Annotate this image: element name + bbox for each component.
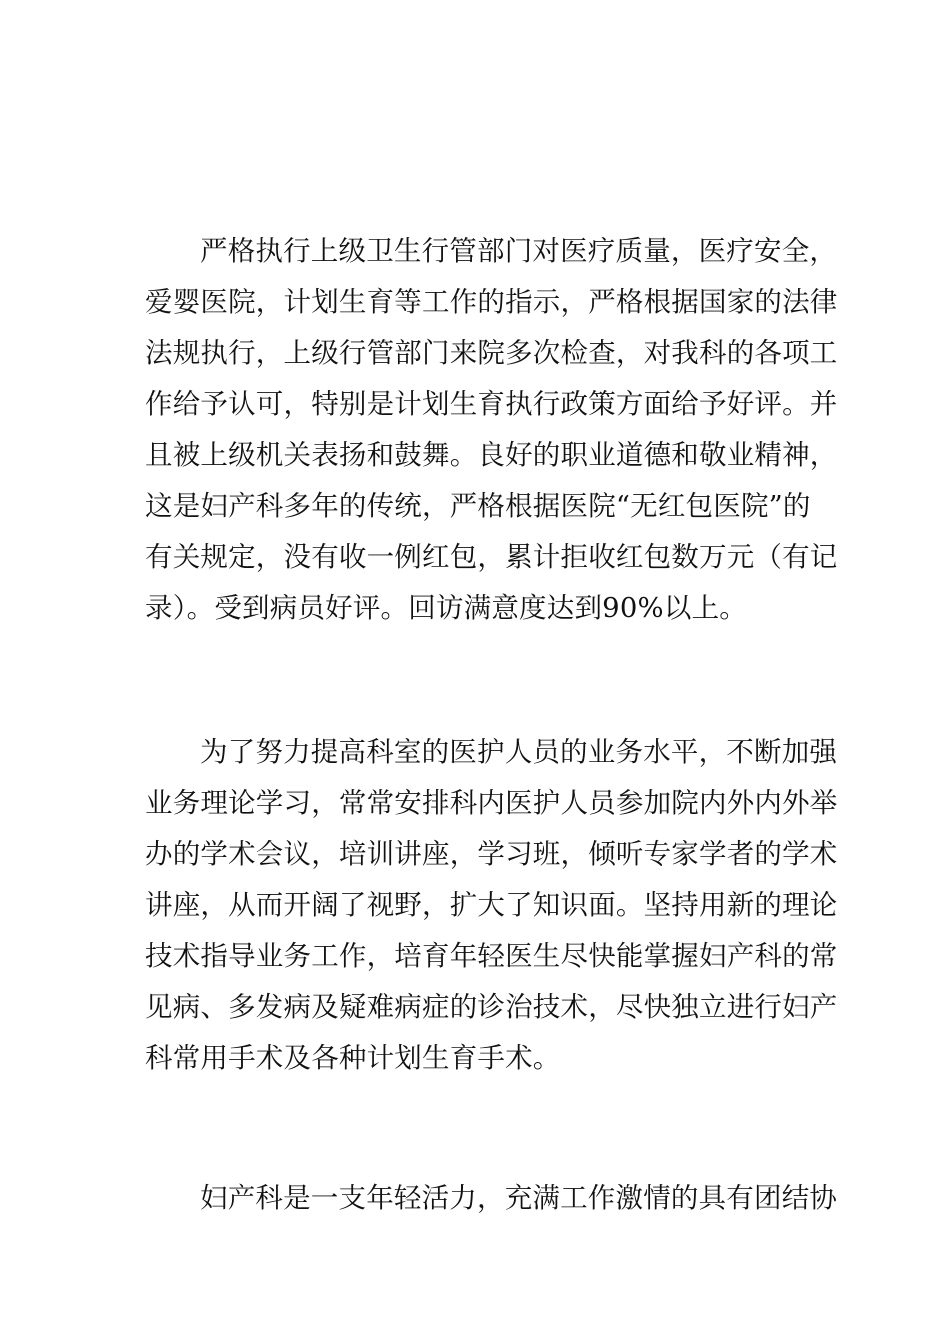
paragraph-line: 为了努力提高科室的医护人员的业务水平，不断加强 <box>200 736 838 768</box>
paragraph-line: 且被上级机关表扬和鼓舞。良好的职业道德和敬业精神， <box>145 439 838 471</box>
paragraph-line: 办的学术会议，培训讲座，学习班，倾听专家学者的学术 <box>145 838 838 870</box>
paragraph-line: 作给予认可，特别是计划生育执行政策方面给予好评。并 <box>145 388 838 420</box>
paragraph-line: 严格执行上级卫生行管部门对医疗质量，医疗安全， <box>200 235 838 267</box>
paragraph-line: 有关规定，没有收一例红包，累计拒收红包数万元（有记 <box>145 541 838 573</box>
paragraph-line: 录）。受到病员好评。回访满意度达到90%以上。 <box>145 592 747 624</box>
paragraph-line: 科常用手术及各种计划生育手术。 <box>145 1042 561 1074</box>
paragraph-line: 讲座，从而开阔了视野，扩大了知识面。坚持用新的理论 <box>145 889 838 921</box>
paragraph-line: 这是妇产科多年的传统，严格根据医院“无红包医院”的 <box>145 490 811 522</box>
paragraph-line: 爱婴医院，计划生育等工作的指示，严格根据国家的法律 <box>145 286 838 318</box>
paragraph-line: 见病、多发病及疑难病症的诊治技术，尽快独立进行妇产 <box>145 991 838 1023</box>
paragraph-line: 技术指导业务工作，培育年轻医生尽快能掌握妇产科的常 <box>145 940 838 972</box>
paragraph-line: 法规执行，上级行管部门来院多次检查，对我科的各项工 <box>145 337 838 369</box>
paragraph-line: 业务理论学习，常常安排科内医护人员参加院内外内外举 <box>145 787 838 819</box>
paragraph-line: 妇产科是一支年轻活力，充满工作激情的具有团结协 <box>200 1182 838 1214</box>
paragraph-team <box>145 1173 838 1224</box>
paragraph-medical-quality <box>145 226 838 634</box>
paragraph-professional-training <box>145 727 838 1084</box>
